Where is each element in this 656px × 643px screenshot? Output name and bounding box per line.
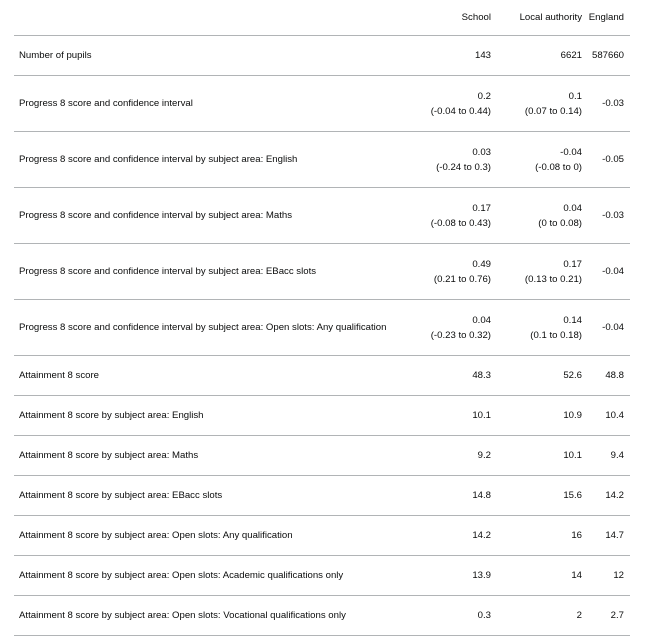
- england-value: 12: [588, 556, 630, 596]
- school-cell: [399, 556, 497, 596]
- school-cell: [399, 476, 497, 516]
- england-value: -0.04: [588, 300, 630, 356]
- table-row: [14, 356, 630, 396]
- row-label: Attainment 8 score by subject area: Open slots: Vocational qualifications only: [14, 596, 399, 636]
- row-label: Progress 8 score and confidence interval by subject area: Maths: [14, 188, 399, 244]
- school-cell: [399, 396, 497, 436]
- local-authority-cell: [497, 36, 588, 76]
- england-value: -0.05: [588, 132, 630, 188]
- local-authority-confidence-interval: (0.1 to 0.18): [530, 329, 582, 341]
- table-row: [14, 516, 630, 556]
- local-authority-cell: [497, 356, 588, 396]
- local-authority-value: 52.6: [563, 370, 582, 381]
- table-row: [14, 244, 630, 300]
- school-value: 0.03: [472, 146, 491, 158]
- school-value: 48.3: [472, 370, 491, 381]
- local-authority-confidence-interval: (0 to 0.08): [538, 217, 582, 229]
- row-label: Progress 8 score and confidence interval: [14, 76, 399, 132]
- row-label: Attainment 8 score by subject area: Maths: [14, 436, 399, 476]
- school-cell: [399, 76, 497, 132]
- row-label: Progress 8 score and confidence interval by subject area: Open slots: Any qualification: [14, 300, 399, 356]
- school-cell: [399, 436, 497, 476]
- school-value: 0.2: [477, 90, 491, 102]
- column-header-england: England: [588, 0, 630, 36]
- school-cell: [399, 36, 497, 76]
- local-authority-value: 16: [571, 530, 582, 541]
- local-authority-value: 0.04: [563, 202, 582, 214]
- local-authority-cell: [497, 396, 588, 436]
- column-header-school: School: [399, 0, 497, 36]
- table-row: [14, 556, 630, 596]
- school-value: 143: [474, 50, 491, 61]
- local-authority-cell: [497, 556, 588, 596]
- local-authority-cell: [497, 300, 588, 356]
- table-row: [14, 132, 630, 188]
- local-authority-cell: [497, 132, 588, 188]
- table-row: [14, 596, 630, 636]
- england-value: 9.4: [588, 436, 630, 476]
- local-authority-value: 2: [576, 610, 582, 621]
- school-value: 0.49: [472, 258, 491, 270]
- local-authority-value: 0.14: [563, 314, 582, 326]
- england-value: 48.8: [588, 356, 630, 396]
- row-label: Attainment 8 score by subject area: English: [14, 396, 399, 436]
- table-row: [14, 476, 630, 516]
- row-label: Attainment 8 score by subject area: EBacc slots: [14, 476, 399, 516]
- school-cell: [399, 188, 497, 244]
- local-authority-value: 15.6: [563, 490, 582, 501]
- local-authority-value: 10.9: [563, 410, 582, 421]
- local-authority-confidence-interval: (-0.08 to 0): [535, 161, 582, 173]
- school-confidence-interval: (0.21 to 0.76): [433, 273, 491, 285]
- school-value: 9.2: [477, 450, 491, 461]
- school-confidence-interval: (-0.04 to 0.44): [430, 105, 491, 117]
- school-value: 0.17: [472, 202, 491, 214]
- local-authority-cell: [497, 76, 588, 132]
- school-value: 14.2: [472, 530, 491, 541]
- column-header-measure: [14, 0, 399, 36]
- school-cell: [399, 516, 497, 556]
- local-authority-cell: [497, 476, 588, 516]
- school-confidence-interval: (-0.08 to 0.43): [430, 217, 491, 229]
- row-label: Attainment 8 score: [14, 356, 399, 396]
- table-row: [14, 188, 630, 244]
- local-authority-cell: [497, 244, 588, 300]
- row-label: Number of pupils: [14, 36, 399, 76]
- local-authority-value: 0.17: [563, 258, 582, 270]
- row-label: Progress 8 score and confidence interval by subject area: English: [14, 132, 399, 188]
- table-body: [14, 36, 630, 636]
- row-label: Attainment 8 score by subject area: Open slots: Any qualification: [14, 516, 399, 556]
- local-authority-cell: [497, 436, 588, 476]
- england-value: 587660: [588, 36, 630, 76]
- school-value: 10.1: [472, 410, 491, 421]
- england-value: 2.7: [588, 596, 630, 636]
- school-cell: [399, 596, 497, 636]
- england-value: -0.03: [588, 76, 630, 132]
- table-row: [14, 36, 630, 76]
- row-label: Progress 8 score and confidence interval by subject area: EBacc slots: [14, 244, 399, 300]
- england-value: 14.2: [588, 476, 630, 516]
- school-value: 13.9: [472, 570, 491, 581]
- table-row: [14, 436, 630, 476]
- local-authority-confidence-interval: (0.13 to 0.21): [524, 273, 582, 285]
- table-header-row: [14, 0, 630, 36]
- england-value: -0.03: [588, 188, 630, 244]
- england-value: -0.04: [588, 244, 630, 300]
- school-cell: [399, 132, 497, 188]
- local-authority-value: 10.1: [563, 450, 582, 461]
- performance-table: [14, 0, 630, 636]
- school-confidence-interval: (-0.23 to 0.32): [430, 329, 491, 341]
- school-cell: [399, 244, 497, 300]
- table-row: [14, 396, 630, 436]
- school-value: 0.04: [472, 314, 491, 326]
- local-authority-cell: [497, 188, 588, 244]
- local-authority-confidence-interval: (0.07 to 0.14): [524, 105, 582, 117]
- local-authority-cell: [497, 596, 588, 636]
- local-authority-value: 14: [571, 570, 582, 581]
- local-authority-value: -0.04: [560, 146, 582, 158]
- school-value: 14.8: [472, 490, 491, 501]
- row-label: Attainment 8 score by subject area: Open slots: Academic qualifications only: [14, 556, 399, 596]
- table-row: [14, 300, 630, 356]
- school-cell: [399, 356, 497, 396]
- local-authority-value: 0.1: [568, 90, 582, 102]
- table-row: [14, 76, 630, 132]
- school-value: 0.3: [477, 610, 491, 621]
- school-confidence-interval: (-0.24 to 0.3): [436, 161, 491, 173]
- england-value: 10.4: [588, 396, 630, 436]
- local-authority-value: 6621: [560, 50, 582, 61]
- school-cell: [399, 300, 497, 356]
- column-header-local-authority: Local authority: [497, 0, 588, 36]
- england-value: 14.7: [588, 516, 630, 556]
- local-authority-cell: [497, 516, 588, 556]
